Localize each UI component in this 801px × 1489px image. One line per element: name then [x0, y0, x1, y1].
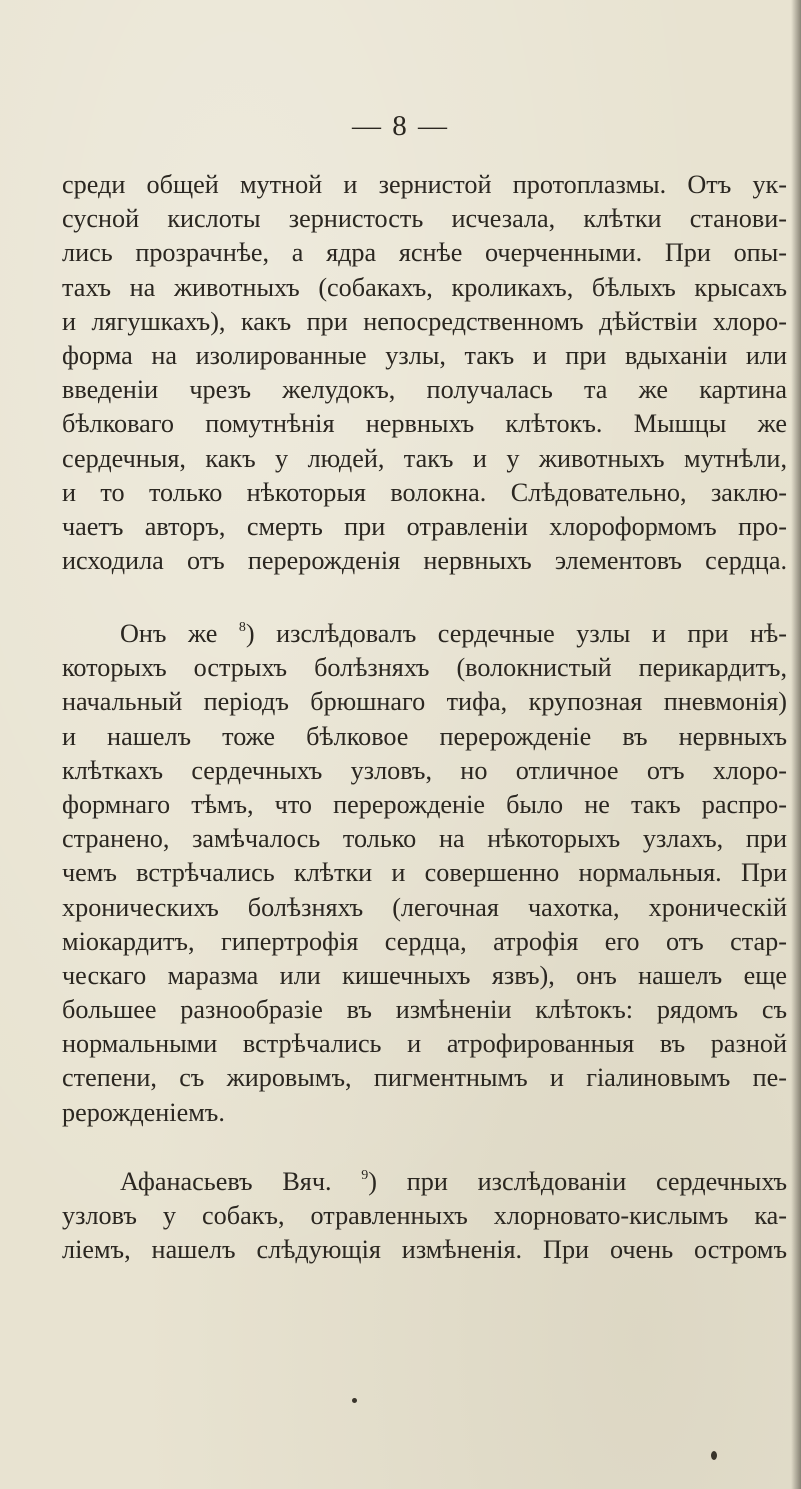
- footnote-ref: 8: [238, 620, 246, 635]
- page-number: — 8 —: [352, 110, 449, 142]
- text-line: чаетъ авторъ, смерть при отравленіи хлороформомъ про-: [62, 511, 787, 541]
- text-line: среди общей мутной и зернистой протоплазмы. Отъ ук-: [62, 170, 787, 199]
- footnote-ref: 9: [361, 1168, 369, 1183]
- paper-speck: [711, 1451, 717, 1460]
- paragraph-3: [62, 1165, 787, 1268]
- text-line: сердечныя, какъ у людей, такъ и у животныхъ мутнѣли,: [62, 443, 787, 473]
- text-line: исходила отъ перерожденія нервныхъ элементовъ сердца.: [62, 546, 787, 576]
- text-line: хроническихъ болѣзняхъ (легочная чахотка, хроническій: [62, 892, 787, 922]
- text-line: которыхъ острыхъ болѣзняхъ (волокнистый перикардитъ,: [62, 653, 787, 683]
- page-edge-shadow: [791, 0, 801, 1489]
- text-run: Онъ же: [120, 619, 239, 648]
- text-line: и то только нѣкоторыя волокна. Слѣдовательно, заклю-: [62, 477, 787, 507]
- text-line-first: [62, 617, 787, 651]
- text-run: ) при изслѣдованіи сердечныхъ: [368, 1167, 787, 1196]
- text-line: форма на изолированные узлы, такъ и при вдыханіи или: [62, 340, 787, 370]
- text-line: лись прозрачнѣе, а ядра яснѣе очерченными. При опы-: [62, 238, 787, 268]
- text-line: степени, съ жировымъ, пигментнымъ и гіалиновымъ пе-: [62, 1063, 787, 1093]
- paper-speck: [352, 1398, 357, 1403]
- text-line: странено, замѣчалось только на нѣкоторыхъ узлахъ, при: [62, 824, 787, 854]
- text-line-first: [62, 1165, 787, 1199]
- text-line: рерожденіемъ.: [62, 1097, 225, 1127]
- text-line: начальный періодъ брюшнаго тифа, крупозная пневмонія): [62, 687, 787, 717]
- text-line: ліемъ, нашелъ слѣдующія измѣненія. При очень остромъ: [62, 1235, 787, 1265]
- text-run: ) изслѣдовалъ сердечные узлы и при нѣ-: [245, 619, 787, 648]
- text-line: и нашелъ тоже бѣлковое перерожденіе въ нервныхъ: [62, 721, 787, 751]
- text-line: узловъ у собакъ, отравленныхъ хлорновато-кислымъ ка-: [62, 1201, 787, 1231]
- text-line: бѣлковаго помутнѣнія нервныхъ клѣтокъ. Мышцы же: [62, 409, 787, 439]
- text-line: большее разнообразіе въ измѣненіи клѣтокъ: рядомъ съ: [62, 995, 787, 1025]
- paragraph-1: [62, 168, 787, 578]
- text-line: введеніи чрезъ желудокъ, получалась та же картина: [62, 375, 787, 405]
- text-line: и лягушкахъ), какъ при непосредственномъ дѣйствіи хлоро-: [62, 306, 787, 336]
- text-line: міокардитъ, гипертрофія сердца, атрофія его отъ стар-: [62, 926, 787, 956]
- text-line: клѣткахъ сердечныхъ узловъ, но отличное отъ хлоро-: [62, 755, 787, 785]
- text-line: чемъ встрѣчались клѣтки и совершенно нормальныя. При: [62, 858, 787, 888]
- text-line: нормальными встрѣчались и атрофированныя въ разной: [62, 1029, 787, 1059]
- paragraph-2: [62, 617, 787, 1130]
- text-line: ческаго маразма или кишечныхъ язвъ), онъ нашелъ еще: [62, 960, 787, 990]
- text-line: сусной кислоты зернистость исчезала, клѣтки станови-: [62, 204, 787, 234]
- text-line: тахъ на животныхъ (собакахъ, кроликахъ, бѣлыхъ крысахъ: [62, 272, 787, 302]
- text-run: Афанасьевъ Вяч.: [120, 1167, 362, 1196]
- text-line: формнаго тѣмъ, что перерожденіе было не такъ распро-: [62, 789, 787, 819]
